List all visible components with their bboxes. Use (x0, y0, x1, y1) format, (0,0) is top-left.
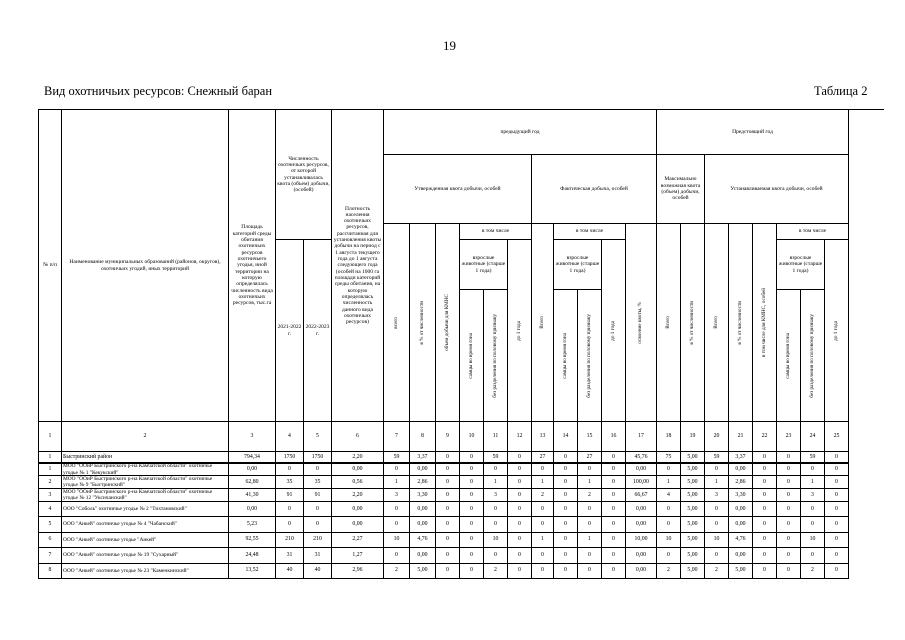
approved-adults-header: взрослые животные (старше 1 года) (460, 240, 508, 290)
table-cell: 0 (508, 489, 532, 502)
approved-incl-header: в том числе (460, 224, 532, 240)
table-cell: 0 (532, 502, 554, 517)
col-13-header: Всего (532, 224, 554, 422)
table-cell: 0 (602, 464, 626, 476)
table-cell: 0 (777, 502, 801, 517)
total-row-cell: 27 (578, 452, 602, 464)
table-cell: 0 (753, 476, 777, 489)
table-cell: 0 (384, 517, 410, 533)
index-cell: 2 (62, 422, 229, 452)
col-12-header: до 1 года (508, 240, 532, 422)
index-cell: 13 (532, 422, 554, 452)
table-cell: 0 (777, 533, 801, 549)
table-cell: 0 (436, 548, 460, 564)
table-cell: 10 (484, 533, 508, 549)
table-cell: 2 (801, 564, 825, 580)
table-cell: 35 (276, 476, 304, 489)
index-cell: 10 (460, 422, 484, 452)
table-cell: 0,00 (410, 464, 436, 476)
total-row-cell: 27 (532, 452, 554, 464)
col-9-header: объем добычи для КМНС (436, 224, 460, 422)
table-cell: 0 (508, 548, 532, 564)
approved-quota-header: Утвержденная квота добычи, особей (384, 155, 532, 224)
table-cell: 0 (777, 517, 801, 533)
table-cell: 4,76 (729, 533, 753, 549)
table-cell: 62,80 (229, 476, 276, 489)
table-cell: 0 (801, 502, 825, 517)
table-cell: 10 (657, 533, 681, 549)
total-row-cell: 3,37 (729, 452, 753, 464)
index-cell: 23 (777, 422, 801, 452)
table-cell: 31 (276, 548, 304, 564)
index-cell: 9 (436, 422, 460, 452)
table-cell: 13,52 (229, 564, 276, 580)
index-cell: 6 (332, 422, 384, 452)
table-cell: 2 (705, 564, 729, 580)
index-cell: 22 (753, 422, 777, 452)
table-cell: 5,00 (681, 548, 705, 564)
table-cell: 0 (602, 533, 626, 549)
table-cell: 0 (484, 517, 508, 533)
table-cell: 0 (484, 548, 508, 564)
total-row-cell: 0 (460, 452, 484, 464)
table-cell: 0 (777, 564, 801, 580)
total-row-cell: 59 (705, 452, 729, 464)
table-cell: 0 (578, 548, 602, 564)
table-cell: 2 (384, 564, 410, 580)
table-cell: 0 (602, 564, 626, 580)
table-cell: 91 (276, 489, 304, 502)
table-cell: 35 (304, 476, 332, 489)
table-cell: 0 (460, 564, 484, 580)
table-cell: 5,00 (681, 517, 705, 533)
table-cell: 0 (304, 502, 332, 517)
total-row-cell: 0 (436, 452, 460, 464)
table-cell: 0 (578, 564, 602, 580)
table-cell: 0 (276, 517, 304, 533)
table-cell: 0 (578, 517, 602, 533)
index-cell: 14 (554, 422, 578, 452)
table-cell: 0,00 (729, 502, 753, 517)
col-numbers-group-header: Численность охотничьих ресурсов, от которой устанавливалась квота (объем) добычи, (особей) (276, 110, 332, 240)
col-22-header: в том числе для КМНС, особей (753, 224, 777, 422)
index-cell: 25 (825, 422, 849, 452)
table-cell: 2,86 (410, 476, 436, 489)
table-cell: ООО "Анкей" охотничье угодье "Анкей" (62, 533, 229, 549)
actual-adults-header: взрослые животные (старше 1 года) (554, 240, 602, 290)
table-cell: 0 (753, 517, 777, 533)
total-row-cell: 1750 (304, 452, 332, 464)
index-cell: 15 (578, 422, 602, 452)
index-cell: 12 (508, 422, 532, 452)
table-cell: 8 (39, 564, 62, 580)
table-cell: 0,00 (410, 502, 436, 517)
table-cell: 91 (304, 489, 332, 502)
col-20-header: Всего (705, 224, 729, 422)
prev-year-header: предыдущий год (384, 110, 657, 155)
col-year1-header: 2021-2022 г. (276, 240, 304, 422)
index-cell: 17 (626, 422, 657, 452)
col-19-header: в % от численности (681, 224, 705, 422)
total-row-cell: 1 (39, 452, 62, 464)
table-cell: 0 (554, 517, 578, 533)
table-cell: 210 (276, 533, 304, 549)
index-cell: 8 (410, 422, 436, 452)
table-cell: 0 (554, 533, 578, 549)
table-cell: 0 (801, 464, 825, 476)
table-cell: 0 (304, 517, 332, 533)
table-cell: 5,00 (410, 564, 436, 580)
table-cell: 0 (436, 476, 460, 489)
table-cell: 0 (801, 517, 825, 533)
table-cell: 3 (39, 489, 62, 502)
col-name-header: Наименование муниципальных образований (районов, округов), охотничьих угодий, иных территорий (62, 110, 229, 422)
table-cell: 41,30 (229, 489, 276, 502)
table-cell: ООО "Соболь" охотничье угодье № 2 "Тихтановский" (62, 502, 229, 517)
table-cell: 0 (384, 502, 410, 517)
index-cell: 1 (39, 422, 62, 452)
max-quota-header: Максимально возможная квота (объем) добычи, особей (657, 155, 705, 224)
table-cell: 0 (705, 464, 729, 476)
table-cell: 0 (753, 489, 777, 502)
total-row-cell: 0 (825, 452, 849, 464)
table-cell: 6 (39, 533, 62, 549)
table-cell: 0,00 (626, 502, 657, 517)
table-cell: 2 (39, 476, 62, 489)
index-cell: 4 (276, 422, 304, 452)
col-24-header: без разделения по половому признаку (801, 290, 825, 422)
table-cell: 2 (484, 564, 508, 580)
table-cell: 5 (39, 517, 62, 533)
table-cell: 1 (384, 476, 410, 489)
table-cell: 0,00 (332, 502, 384, 517)
col-23-header: самцы во время гона (777, 290, 801, 422)
total-row-cell: 0 (508, 452, 532, 464)
set-adults-header: взрослые животные (старше 1 года) (777, 240, 825, 290)
table-cell: 0 (825, 476, 849, 489)
set-incl-header: в том числе (777, 224, 849, 240)
total-row-cell: 59 (484, 452, 508, 464)
table-cell: 3 (484, 489, 508, 502)
table-cell: 0 (657, 464, 681, 476)
table-cell: 0,00 (229, 464, 276, 476)
table-cell: 0,00 (729, 548, 753, 564)
col-21-header: в % от численности (729, 224, 753, 422)
table-cell: 0 (554, 489, 578, 502)
col-25-header: до 1 года (825, 240, 849, 422)
table-cell: 0 (460, 548, 484, 564)
total-row-cell: 3,37 (410, 452, 436, 464)
table-cell: 0 (578, 502, 602, 517)
table-cell: 0 (554, 564, 578, 580)
table-cell: 0 (460, 464, 484, 476)
table-cell: 0 (657, 517, 681, 533)
col-area-header: Площадь категорий среды обитания охотничьих ресурсов охотничьего угодья, иной территории на которую определялась численность вида охотничьих ресурсов, тыс.га (229, 110, 276, 422)
table-cell: 0 (508, 476, 532, 489)
table-cell: 0,00 (626, 564, 657, 580)
total-row-cell: 0 (777, 452, 801, 464)
table-cell: 0 (554, 502, 578, 517)
table-cell: 5,00 (681, 464, 705, 476)
total-row-cell: 5,00 (681, 452, 705, 464)
table-cell: 24,48 (229, 548, 276, 564)
table-cell: 2 (532, 489, 554, 502)
table-cell: 0,00 (729, 464, 753, 476)
table-cell: 0 (602, 476, 626, 489)
table-cell: 2,20 (332, 489, 384, 502)
table-label: Таблица 2 (814, 84, 868, 98)
table-cell: 1 (578, 476, 602, 489)
table-cell: 5,00 (681, 489, 705, 502)
col-10-header: самцы во время гона (460, 290, 484, 422)
table-cell: 0 (304, 464, 332, 476)
actual-incl-header: в том числе (554, 224, 626, 240)
total-row-cell: 794,34 (229, 452, 276, 464)
col-number-header: № п/п (39, 110, 62, 422)
table-cell: 5,23 (229, 517, 276, 533)
table-cell: 0 (436, 489, 460, 502)
table-cell: 5,00 (681, 533, 705, 549)
table-cell: 0 (436, 464, 460, 476)
table-cell: 0 (532, 548, 554, 564)
index-cell: 18 (657, 422, 681, 452)
table-cell: 0 (436, 502, 460, 517)
table-cell: 0 (705, 517, 729, 533)
table-cell: 0 (554, 548, 578, 564)
col-11-header: без разделения по половому признаку (484, 290, 508, 422)
col-14-header: самцы во время гона (554, 290, 578, 422)
table-cell: 0,00 (729, 517, 753, 533)
table-cell: 1 (801, 476, 825, 489)
next-year-header: Предстоящий год (657, 110, 849, 155)
table-cell: 3 (384, 489, 410, 502)
table-cell: 0 (801, 548, 825, 564)
table-cell: 1,27 (332, 548, 384, 564)
table-cell: 10 (384, 533, 410, 549)
col-density-header: Плотность населения охотничьих ресурсов, рассчитанная для установления квоты добычи на период с 1 августа текущего года до 1 августа следующего года (особей на 1000 га площади категорий среды обитания, на которую определялась численность данного вида охотничьих ресурсов) (332, 110, 384, 422)
table-cell: 0 (460, 489, 484, 502)
col-16-header: до 1 года (602, 240, 626, 422)
table-cell: 66,67 (626, 489, 657, 502)
table-cell: 0,00 (626, 464, 657, 476)
table-cell: ООО "Анкей" охотничье угодье № 4 "Чабанский" (62, 517, 229, 533)
table-cell: 0 (460, 502, 484, 517)
table-cell: 0 (657, 548, 681, 564)
table-cell: 0 (460, 476, 484, 489)
table-cell: 0 (825, 489, 849, 502)
table-cell: 1 (532, 533, 554, 549)
table-cell: 0,00 (626, 548, 657, 564)
table-cell: 0 (532, 517, 554, 533)
table-cell: 5,00 (681, 502, 705, 517)
table-cell: 100,00 (626, 476, 657, 489)
table-cell: 0,00 (410, 517, 436, 533)
table-cell: ООО "Анкей" охотничье угодье № 19 "Сухарный" (62, 548, 229, 564)
table-cell: 5,00 (729, 564, 753, 580)
table-cell: 10 (801, 533, 825, 549)
table-cell: 1 (39, 464, 62, 476)
table-cell: 0 (657, 502, 681, 517)
index-cell: 20 (705, 422, 729, 452)
table-cell: 2 (657, 564, 681, 580)
table-cell: 1 (578, 533, 602, 549)
total-row-cell: 0 (753, 452, 777, 464)
table-cell: 5,00 (681, 476, 705, 489)
table-cell: 0,00 (229, 502, 276, 517)
total-row-cell: 0 (602, 452, 626, 464)
table-cell: 0 (436, 564, 460, 580)
set-quota-header: Устанавливаемая квота добычи, особей (705, 155, 849, 224)
index-cell: 3 (229, 422, 276, 452)
table-cell: 0 (436, 533, 460, 549)
total-row-cell: 45,76 (626, 452, 657, 464)
table-cell: 0 (276, 502, 304, 517)
page-number: 19 (443, 38, 456, 53)
table-cell: 1 (657, 476, 681, 489)
table-cell: 0 (825, 548, 849, 564)
table-cell: 1 (532, 476, 554, 489)
table-cell: 210 (304, 533, 332, 549)
table-cell: 1 (484, 476, 508, 489)
table-cell: 0 (753, 564, 777, 580)
table-cell: 0 (508, 564, 532, 580)
table-cell: 5,00 (681, 564, 705, 580)
table-cell: 0 (384, 464, 410, 476)
table-cell: 0 (777, 464, 801, 476)
table-cell: 0 (532, 464, 554, 476)
table-cell: 0 (508, 502, 532, 517)
table-cell: 4,76 (410, 533, 436, 549)
table-cell: 0 (602, 517, 626, 533)
table-cell: 1 (705, 476, 729, 489)
total-row-cell: 59 (801, 452, 825, 464)
index-cell: 19 (681, 422, 705, 452)
col-year2-header: 2022-2023 г. (304, 240, 332, 422)
table-cell: 0,00 (626, 517, 657, 533)
table-cell: 0 (484, 464, 508, 476)
table-cell: 3,30 (410, 489, 436, 502)
col-15-header: без разделения по половому признаку (578, 290, 602, 422)
table-cell: МОО "ООиР Быстринского р-на Камчатской области" охотничье угодье № 9 "Быстринский" (62, 476, 229, 489)
table-cell: 0 (825, 464, 849, 476)
quota-table (38, 109, 884, 579)
table-cell: 0,00 (332, 464, 384, 476)
table-cell: 0 (753, 464, 777, 476)
table-cell: 3 (801, 489, 825, 502)
index-cell: 5 (304, 422, 332, 452)
table-cell: 0,00 (410, 548, 436, 564)
table-cell: 0 (554, 476, 578, 489)
index-cell: 21 (729, 422, 753, 452)
table-cell: 2,86 (729, 476, 753, 489)
total-row-cell: 59 (384, 452, 410, 464)
table-cell: 0 (602, 489, 626, 502)
table-cell: 0 (508, 533, 532, 549)
table-cell: 2,27 (332, 533, 384, 549)
table-cell: 2 (578, 489, 602, 502)
table-cell: 0 (436, 517, 460, 533)
table-cell: 0 (825, 502, 849, 517)
table-cell: 0,56 (332, 476, 384, 489)
species-title: Вид охотничьих ресурсов: Снежный баран (44, 84, 273, 98)
table-cell: МОО "ООиР Быстринского р-на Камчатской области" охотничье угодье № 12 "Уксичанский" (62, 489, 229, 502)
table-cell: 0 (705, 502, 729, 517)
actual-harvest-header: Фактическая добыча, особей (532, 155, 657, 224)
table-cell: 10 (705, 533, 729, 549)
table-cell: 40 (276, 564, 304, 580)
table-cell: 7 (39, 548, 62, 564)
table-cell: 0 (777, 548, 801, 564)
table-cell: 92,55 (229, 533, 276, 549)
table-cell: 0 (602, 548, 626, 564)
table-cell: 0 (753, 548, 777, 564)
col-18-header: Всего (657, 224, 681, 422)
table-cell: 0 (753, 502, 777, 517)
table-cell: 31 (304, 548, 332, 564)
table-cell: 4 (657, 489, 681, 502)
total-row-cell: 2,20 (332, 452, 384, 464)
table-cell: 0 (484, 502, 508, 517)
table-cell: МОО "ООиР Быстринского р-на Камчатской области" охотничье угодье № 1 "Кекукский" (62, 464, 229, 476)
total-row-cell: 1750 (276, 452, 304, 464)
table-cell: 0 (777, 476, 801, 489)
table-cell: 0 (460, 533, 484, 549)
total-row-cell: Быстринский район (62, 452, 229, 464)
table-cell: 40 (304, 564, 332, 580)
table-cell: 0 (508, 464, 532, 476)
table-cell: 0 (777, 489, 801, 502)
col-7-header: всего (384, 224, 410, 422)
table-cell: 10,00 (626, 533, 657, 549)
table-cell: 0 (460, 517, 484, 533)
table-cell: 3 (705, 489, 729, 502)
index-cell: 16 (602, 422, 626, 452)
table-cell: 3,30 (729, 489, 753, 502)
table-cell: 0 (276, 464, 304, 476)
table-cell: 0 (384, 548, 410, 564)
table-cell: 2,96 (332, 564, 384, 580)
total-row-cell: 0 (554, 452, 578, 464)
table-cell: 0 (705, 548, 729, 564)
total-row-cell: 75 (657, 452, 681, 464)
table-cell: 0 (508, 517, 532, 533)
table-cell: 0 (825, 564, 849, 580)
table-cell: ООО "Анкей" охотничье угодье № 23 "Каменкинский" (62, 564, 229, 580)
table-cell: 0 (554, 464, 578, 476)
table-cell: 0,00 (332, 517, 384, 533)
table-cell: 0 (602, 502, 626, 517)
index-cell: 7 (384, 422, 410, 452)
table-cell: 0 (753, 533, 777, 549)
table-cell: 0 (825, 517, 849, 533)
table-cell: 4 (39, 502, 62, 517)
index-cell: 24 (801, 422, 825, 452)
table-cell: 0 (578, 464, 602, 476)
col-17-header: освоение квоты, % (626, 224, 657, 422)
table-cell: 0 (825, 533, 849, 549)
index-cell: 11 (484, 422, 508, 452)
col-8-header: в % от численности (410, 224, 436, 422)
table-cell: 0 (532, 564, 554, 580)
